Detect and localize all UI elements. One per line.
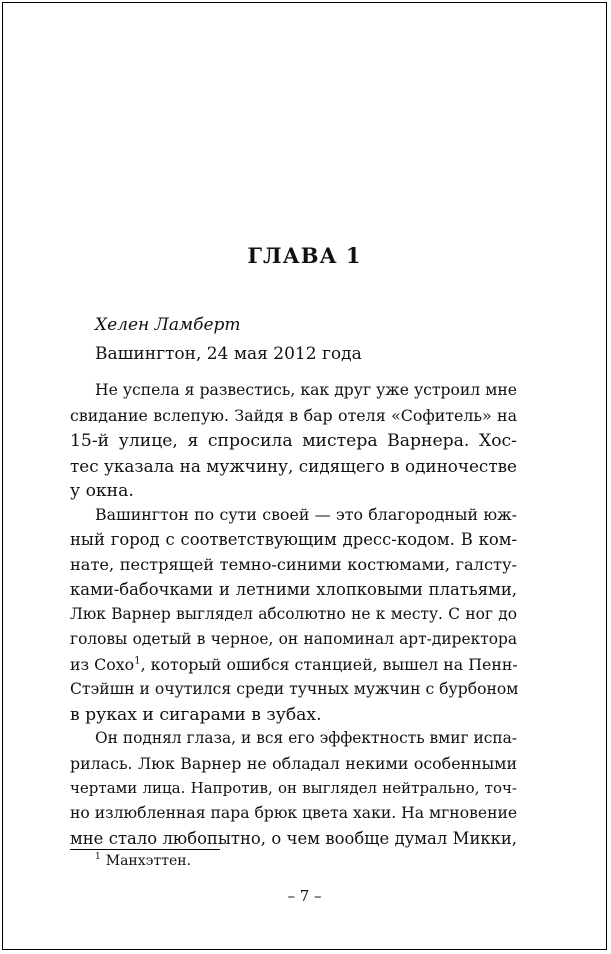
body-line: головы одетый в черное, он напоминал арт-директора	[70, 630, 517, 648]
body-line: ками-бабочками и летними хлопковыми платьями,	[70, 580, 517, 599]
body-line: Он поднял глаза, и вся его эффектность вмиг испа-	[95, 729, 517, 747]
body-line-text: из Сохо	[70, 655, 135, 674]
body-line-text: , который ошибся станцией, вышел на Пенн-	[140, 655, 518, 674]
body-line: рилась. Люк Варнер не обладал некими особенными	[70, 754, 517, 773]
body-line: у окна.	[70, 481, 134, 501]
body-line: но излюбленная пара брюк цвета хаки. На мгновение	[70, 804, 518, 822]
footnote	[95, 853, 191, 869]
dateline: Вашингтон, 24 мая 2012 года	[95, 344, 362, 364]
body-line: чертами лица. Напротив, он выглядел нейтрально, точ-	[70, 779, 517, 797]
chapter-title: ГЛАВА 1	[247, 243, 362, 268]
body-line: Люк Варнер выглядел абсолютно не к месту. С ног до	[70, 605, 517, 623]
footnote-marker: 1	[134, 655, 141, 667]
body-line: ный город с соответствующим дресс-кодом. В ком-	[70, 530, 517, 549]
footnote-divider	[70, 849, 220, 850]
body-line: тес указала на мужчину, сидящего в одиночестве	[70, 456, 517, 476]
body-line: в руках и сигарами в зубах.	[70, 705, 322, 725]
page	[2, 2, 607, 950]
footnote-text: Манхэттен.	[105, 853, 192, 869]
body-line	[70, 655, 517, 679]
body-line: Не успела я развестись, как друг уже устроил мне	[95, 381, 517, 399]
body-line: 15-й улице, я спросила мистера Варнера. Хос-	[70, 431, 517, 451]
body-line: Вашингтон по сути своей — это благородный юж-	[95, 505, 517, 524]
body-line: Стэйшн и очутился среди тучных мужчин с бурбоном	[70, 680, 519, 698]
body-line: свидание вслепую. Зайдя в бар отеля «Софитель» на	[70, 406, 517, 425]
footnote-number: 1	[95, 852, 101, 863]
body-line: мне стало любопытно, о чем вообще думал Микки,	[70, 829, 517, 848]
page-number: – 7 –	[287, 887, 322, 905]
body-line: нате, пестрящей темно-синими костюмами, галсту-	[70, 555, 517, 574]
author-name: Хелен Ламберт	[95, 315, 241, 335]
